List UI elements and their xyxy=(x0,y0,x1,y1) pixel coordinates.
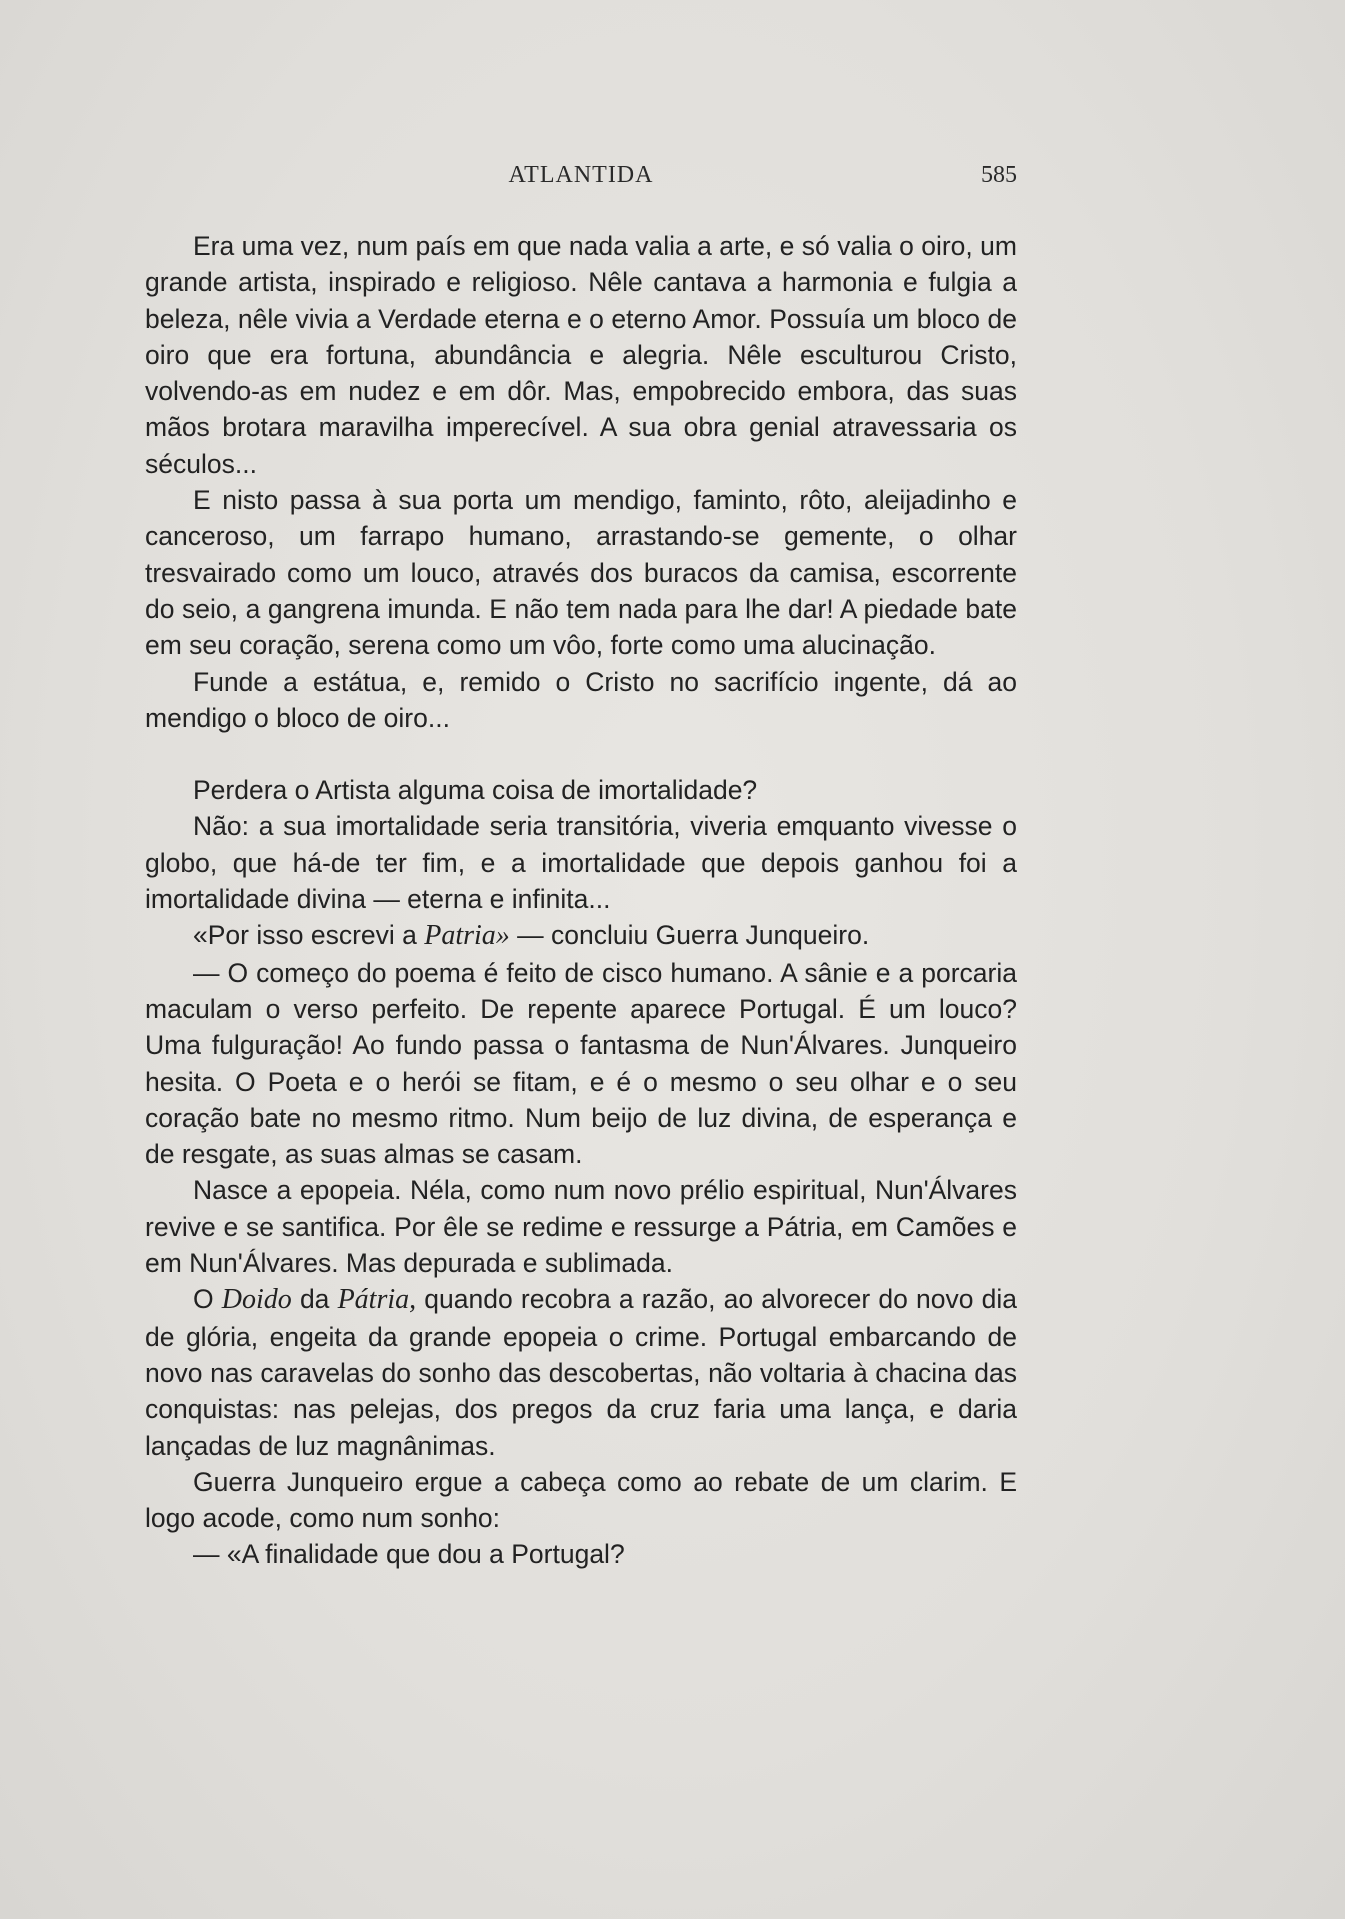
paragraph: E nisto passa à sua porta um mendigo, faminto, rôto, aleijadinho e canceroso, um farrapo humano, arrastando-se gemente, o olhar tresvairado como um louco, através dos buracos da camisa, escorrente do seio, a gangrena imunda. E não tem nada para lhe dar! A piedade bate em seu coração, serena como um vôo, forte como uma alucinação. xyxy=(145,485,1017,661)
italic-title: Patria» xyxy=(424,920,510,952)
paragraph: Era uma vez, num país em que nada valia a arte, e só valia o oiro, um grande artista, inspirado e religioso. Nêle cantava a harmonia e fulgia a beleza, nêle vivia a Verdade eterna e o eterno Amor. Possuía um bloco de oiro que era fortuna, abundância e alegria. Nêle esculturou Cristo, volvendo-as em nudez e em dôr. Mas, empobrecido embora, das suas mãos brotara maravilha imperecível. A sua obra genial atravessaria os séculos... xyxy=(145,231,1017,479)
paragraph: Não: a sua imortalidade seria transitória, viveria emquanto vivesse o globo, que há-de ter fim, e a imortalidade que depois ganhou foi a imortalidade divina — eterna e infinita... xyxy=(145,811,1017,915)
paragraph: Guerra Junqueiro ergue a cabeça como ao rebate de um clarim. E logo acode, como num sonho: xyxy=(145,1466,1017,1534)
paragraph: Funde a estátua, e, remido o Cristo no sacrifício ingente, dá ao mendigo o bloco de oiro... xyxy=(145,666,1017,733)
paragraph: — «A finalidade que dou a Portugal? xyxy=(193,1539,625,1570)
page-number: 585 xyxy=(981,162,1017,188)
paragraph-text: quando recobra a razão, ao alvorecer do novo dia de glória, engeita da grande epopeia o crime. Portugal embarcando de novo nas caravelas do sonho das descobertas, não voltaria à chacina das conquistas: nas pelejas, dos pregos da cruz faria uma lança, e daria lançadas de luz magnânimas. xyxy=(145,1284,1018,1461)
italic-title: Pátria, xyxy=(337,1284,417,1316)
paragraph-text: O xyxy=(193,1284,222,1315)
paragraph-text: «Por isso escrevi a xyxy=(193,920,425,951)
paragraph: — O começo do poema é feito de cisco humano. A sânie e a porcaria maculam o verso perfeito. De repente aparece Portugal. É um louco? Uma fulguração! Ao fundo passa o fantasma de Nun'Álvares. Junqueiro hesita. O Poeta e o herói se fitam, e é o mesmo o seu olhar e o seu coração bate no mesmo ritmo. Num beijo de luz divina, de esperança e de resgate, as suas almas se casam. xyxy=(145,957,1017,1170)
paragraph-text: da xyxy=(291,1284,338,1315)
paragraph: Perdera o Artista alguma coisa de imortalidade? xyxy=(193,775,758,806)
paragraph-text: — concluiu Guerra Junqueiro. xyxy=(509,920,870,951)
page-header xyxy=(145,162,1017,192)
paragraph xyxy=(145,1281,1017,1463)
paragraph: Nasce a epopeia. Néla, como num novo prélio espiritual, Nun'Álvares revive e se santifica. Por êle se redime e ressurge a Pátria, em Camões e em Nun'Álvares. Mas depurada e sublimada. xyxy=(145,1175,1017,1279)
body-text xyxy=(145,228,1017,1573)
running-title: ATLANTIDA xyxy=(508,162,654,188)
italic-title: Doido xyxy=(221,1284,292,1316)
paragraph xyxy=(145,917,1017,954)
